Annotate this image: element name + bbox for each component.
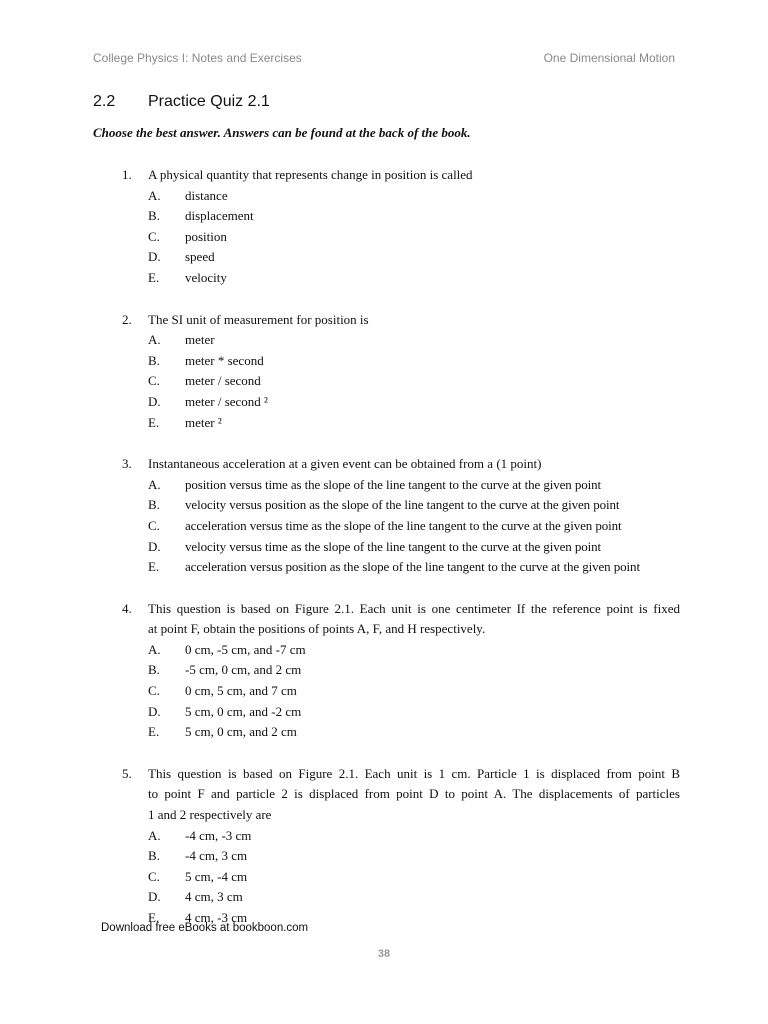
option-text: -5 cm, 0 cm, and 2 cm [185,662,302,678]
answer-option [0,475,768,496]
option-letter: A. [148,187,161,203]
option-text: meter ² [185,414,222,430]
option-text: meter / second ² [185,393,268,409]
option-text: meter [185,332,215,348]
answer-option [0,516,768,537]
running-header [93,51,675,69]
answer-option [0,186,768,207]
option-text: 5 cm, 0 cm, and 2 cm [185,724,297,740]
option-letter: B. [148,497,160,513]
answer-option [0,826,768,847]
option-text: acceleration versus position as the slope of the line tangent to the curve at the given point [185,559,640,575]
option-letter: C. [148,373,160,389]
option-letter: C. [148,868,160,884]
question-text: 1 and 2 respectively are [148,807,272,823]
option-text: displacement [185,208,254,224]
question-stem-line [0,805,768,826]
answer-option [0,495,768,516]
option-letter: B. [148,352,160,368]
answer-option [0,660,768,681]
question-stem-line [0,599,768,620]
question-number: 5. [122,765,132,781]
answer-option [0,247,768,268]
question-stem-line [0,764,768,785]
option-text: position [185,228,227,244]
quiz-question-list [0,165,768,950]
question-stem-line [0,310,768,331]
option-letter: C. [148,517,160,533]
question-text: This question is based on Figure 2.1. Each unit is one centimeter If the reference point is fixed [148,600,680,616]
question-text: to point F and particle 2 is displaced from point D to point A. The displacements of particles [148,786,680,802]
page-number: 38 [377,948,391,960]
download-ebooks-link[interactable]: Download free eBooks at bookboon.com [101,922,309,934]
answer-option [0,557,768,578]
chapter-title: One Dimensional Motion [543,51,675,65]
option-letter: E. [148,910,160,925]
question-text: at point F, obtain the positions of points A, F, and H respectively. [148,621,486,637]
question-stem-line [0,454,768,475]
option-text: 5 cm, 0 cm, and -2 cm [185,703,302,719]
question-number: 4. [122,600,132,616]
option-letter: E. [148,414,160,430]
option-text: velocity [185,269,227,285]
option-letter: A. [148,827,161,843]
question-number: 2. [122,311,132,327]
question-2 [0,310,768,434]
option-text: acceleration versus time as the slope of the line tangent to the curve at the given point [185,517,622,533]
option-text: meter * second [185,352,264,368]
section-number: 2.2 [93,93,116,110]
option-text: 5 cm, -4 cm [185,868,248,884]
section-title: Practice Quiz 2.1 [148,93,270,110]
option-letter: E. [148,559,160,575]
question-text: Instantaneous acceleration at a given event can be obtained from a (1 point) [148,456,542,472]
option-letter: D. [148,249,161,265]
question-number: 3. [122,456,132,472]
option-letter: B. [148,662,160,678]
option-letter: D. [148,538,161,554]
answer-option [0,537,768,558]
question-text: The SI unit of measurement for position is [148,311,369,327]
option-letter: D. [148,393,161,409]
question-number: 1. [122,167,132,182]
option-letter: D. [148,889,161,905]
answer-option [0,227,768,248]
answer-option [0,206,768,227]
option-letter: A. [148,476,161,492]
answer-option [0,640,768,661]
option-letter: C. [148,228,160,244]
question-stem-line [0,619,768,640]
quiz-instructions: Choose the best answer. Answers can be found at the back of the book. [93,125,471,140]
option-letter: C. [148,683,160,699]
question-text: A physical quantity that represents change in position is called [148,167,473,182]
answer-option [0,330,768,351]
option-text: meter / second [185,373,261,389]
answer-option [0,846,768,867]
answer-option [0,371,768,392]
question-stem-line [0,165,768,186]
option-text: velocity versus time as the slope of the line tangent to the curve at the given point [185,538,602,554]
option-letter: A. [148,332,161,348]
option-text: distance [185,187,228,203]
answer-option [0,702,768,723]
question-1 [0,165,768,289]
option-text: -4 cm, -3 cm [185,827,252,843]
option-letter: E. [148,724,160,740]
option-letter: B. [148,848,160,864]
option-letter: E. [148,269,160,285]
option-text: 4 cm, -3 cm [185,910,248,925]
option-text: 4 cm, 3 cm [185,889,243,905]
option-text: 0 cm, 5 cm, and 7 cm [185,683,297,699]
book-title: College Physics I: Notes and Exercises [93,51,302,65]
option-text: position versus time as the slope of the line tangent to the curve at the given point [185,476,602,492]
option-text: speed [185,249,215,265]
question-4 [0,599,768,743]
answer-option [0,413,768,434]
option-text: -4 cm, 3 cm [185,848,248,864]
option-letter: B. [148,208,160,224]
option-letter: D. [148,703,161,719]
answer-option [0,351,768,372]
answer-option [0,392,768,413]
answer-option [0,867,768,888]
question-5 [0,764,768,929]
option-letter: A. [148,641,161,657]
question-3 [0,454,768,578]
answer-option [0,268,768,289]
option-text: 0 cm, -5 cm, and -7 cm [185,641,306,657]
question-stem-line [0,784,768,805]
answer-option [0,722,768,743]
question-text: This question is based on Figure 2.1. Each unit is 1 cm. Particle 1 is displaced from point B [148,765,680,781]
answer-option [0,887,768,908]
answer-option [0,681,768,702]
option-text: velocity versus position as the slope of the line tangent to the curve at the given point [185,497,620,513]
